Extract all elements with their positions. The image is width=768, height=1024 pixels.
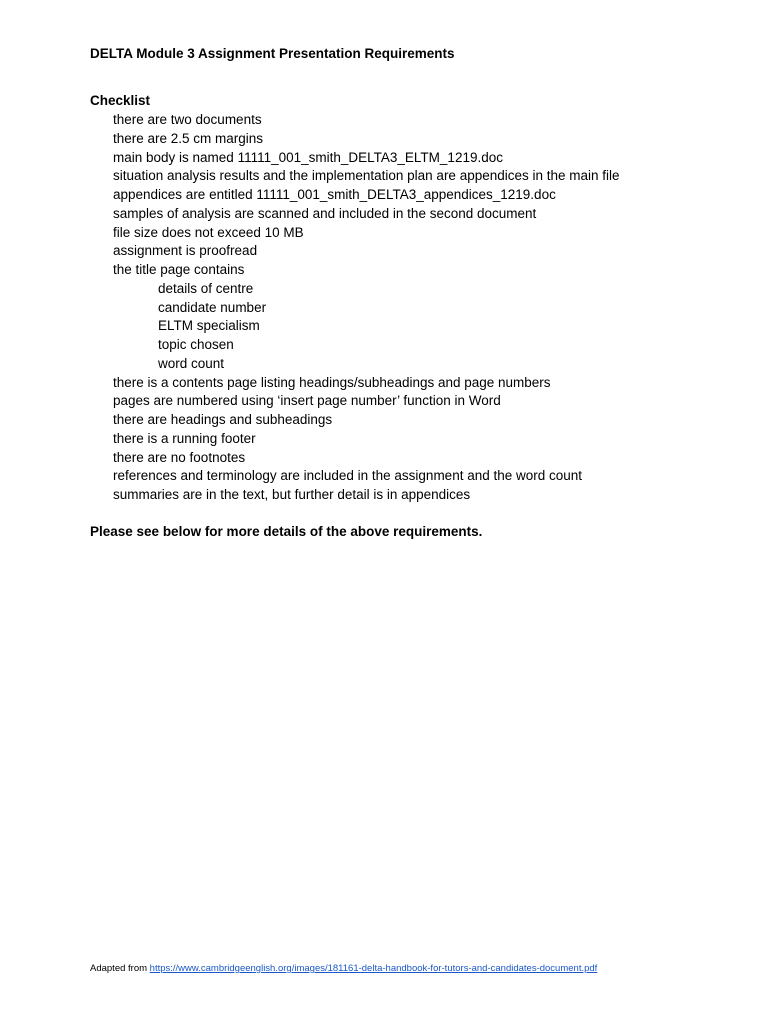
title-page-item: candidate number xyxy=(158,299,267,315)
checklist-item: file size does not exceed 10 MB xyxy=(113,224,304,240)
checklist-heading: Checklist xyxy=(90,93,151,108)
details-note: Please see below for more details of the above requirements. xyxy=(90,524,483,539)
footer-prefix: Adapted from xyxy=(90,963,150,974)
checklist-item: there is a running footer xyxy=(113,430,256,446)
checklist-item: there are headings and subheadings xyxy=(113,412,333,427)
checklist-item: pages are numbered using ‘insert page number’ function in Word xyxy=(113,393,501,409)
checklist-item: references and terminology are included in the assignment and the word count xyxy=(113,468,583,484)
source-link[interactable]: https://www.cambridgeenglish.org/images/181161-delta-handbook-for-tutors-and-candidates-document.pdf xyxy=(149,963,598,974)
source-footer xyxy=(90,962,597,975)
checklist-item: there are no footnotes xyxy=(113,449,246,465)
checklist-item: assignment is proofread xyxy=(113,243,258,259)
checklist-item: the title page contains xyxy=(113,262,245,277)
checklist-item: situation analysis results and the implementation plan are appendices in the main file xyxy=(113,168,620,184)
checklist-item: appendices are entitled 11111_001_smith_DELTA3_appendices_1219.doc xyxy=(113,187,556,202)
title-page-item: ELTM specialism xyxy=(158,318,260,334)
checklist-item: there are two documents xyxy=(113,112,262,127)
title-page-item: word count xyxy=(158,355,225,371)
checklist-item: main body is named 11111_001_smith_DELTA3_ELTM_1219.doc xyxy=(113,149,503,165)
title-page-item: details of centre xyxy=(158,280,254,296)
checklist-item: there is a contents page listing headings/subheadings and page numbers xyxy=(113,374,551,390)
document-title: DELTA Module 3 Assignment Presentation Requirements xyxy=(90,46,455,61)
checklist-item: samples of analysis are scanned and included in the second document xyxy=(113,205,537,221)
checklist xyxy=(113,111,620,505)
checklist-item: there are 2.5 cm margins xyxy=(113,130,264,146)
title-page-item: topic chosen xyxy=(158,337,234,352)
checklist-item: summaries are in the text, but further detail is in appendices xyxy=(113,487,471,502)
